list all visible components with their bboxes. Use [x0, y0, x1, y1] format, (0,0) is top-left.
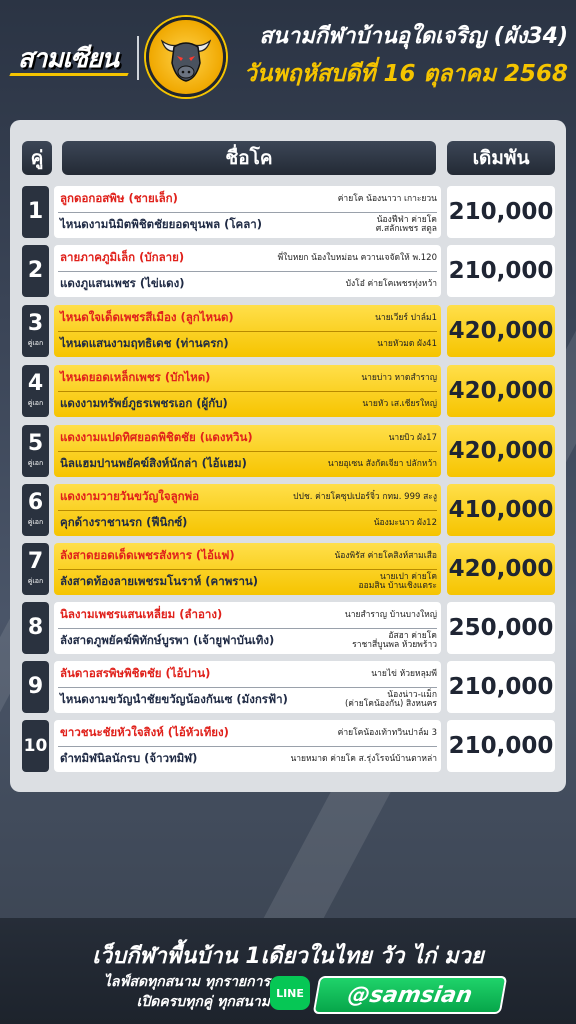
pair-number-box: [22, 602, 49, 654]
pair-number: 7: [27, 549, 44, 574]
match-row: [22, 543, 558, 595]
bull-name-a: ไหนดใจเด็ดเพชรสีเมือง (ลูกไหนด): [60, 310, 234, 324]
row-divider: [58, 451, 437, 452]
column-header-pair: คู่: [22, 141, 52, 175]
match-row: [22, 365, 558, 417]
match-row: [22, 661, 558, 713]
owner-b: นายอุเซน สังกัดเจียา ปลักหว้า: [327, 458, 437, 469]
owner-b: น้องน่าว-แม็ก (ค่ายโคน้องกัน) สิงหนคร: [344, 690, 437, 709]
row-divider: [58, 569, 437, 570]
bull-name-b: แดงงามทรัพย์ภูธรเพชรเอก (ผู้กับ): [60, 396, 228, 410]
owner-a: ค่ายโคน้องเท้าทวินปาล์ม 3: [337, 727, 437, 738]
bull-name-b: ไหนดงามนิมิตพิชิตชัยยอดขุนพล (โคลา): [60, 217, 263, 231]
pair-number: 2: [27, 258, 44, 283]
owner-a: นายสำราญ บ้านบางใหญ่: [344, 609, 437, 620]
owner-b: นายหัว เส.เชียรใหญ่: [362, 398, 437, 409]
owner-b: นายหมาด ค่ายโค ส.รุ่งโรจน์บ้านตาหล่า: [290, 753, 437, 764]
bull-name-b: ลังสาดภูพยัคฆ์พิทักษ์บูรพา (เจ้ายูฟาบันเทิง): [60, 633, 275, 647]
footer-tagline: เว็บกีฬาพื้นบ้าน 1เดียวในไทย วัว ไก่ มวย: [92, 944, 484, 969]
owner-a: นายบิว ผัง17: [388, 432, 437, 443]
owner-a: ปปช. ค่ายโคซุปเปอร์จิ๋ว กทม. 999 สะงู: [293, 491, 437, 502]
pair-number: 1: [27, 199, 44, 224]
prize-amount: 210,000: [447, 186, 555, 238]
match-row: [22, 305, 558, 357]
row-divider: [58, 212, 437, 213]
match-row: [22, 245, 558, 297]
pair-number-box: [22, 661, 49, 713]
brand-logo-underline: [9, 73, 128, 76]
column-header-prize: เดิมพัน: [447, 141, 555, 175]
bull-name-a: ขาวชนะชัยหัวใจสิงห์ (ไอ้หัวเทียง): [60, 725, 229, 739]
owner-a: นายไข่ ห้วยหลุมพี: [371, 668, 437, 679]
bull-name-b: ไหนดงามขวัญนำชัยขวัญน้องกันเซ (มังกรฟ้า): [60, 692, 288, 706]
line-id-button[interactable]: @samsian: [313, 976, 508, 1014]
featured-pair-tag: คู่เอก: [27, 339, 44, 347]
bull-names-box: [54, 365, 441, 417]
bull-name-b: ดำทมิฬนิลนักรบ (จ้าวทมิฬ): [60, 751, 198, 765]
pair-number: 6: [27, 490, 44, 515]
bull-names-box: [54, 425, 441, 477]
bull-mascot-icon: [146, 17, 226, 97]
pair-number: 8: [27, 615, 44, 640]
owner-b: นายหัวมด ผัง41: [377, 338, 437, 349]
live-text: [62, 972, 270, 1012]
bull-name-a: แดงงามแปดทิศยอดพิชิตชัย (แดงหวิน): [60, 430, 253, 444]
featured-pair-tag: คู่เอก: [27, 399, 44, 407]
match-row: [22, 602, 558, 654]
owner-b: น้องฟีฟ่า ค่ายโค ศ.สลักเพชร สตูล: [375, 215, 437, 234]
match-row: [22, 186, 558, 238]
featured-pair-tag: คู่เอก: [27, 459, 44, 467]
bull-name-b: คุกด้างราชานรก (ฟีนิกซ์): [60, 515, 188, 529]
pair-number-box: [22, 186, 49, 238]
row-divider: [58, 510, 437, 511]
owner-a: นายเวียร์ ปาล์ม1: [375, 312, 437, 323]
prize-amount: 420,000: [447, 425, 555, 477]
bull-names-box: [54, 543, 441, 595]
pair-number-box: [22, 425, 49, 477]
prize-amount: 420,000: [447, 365, 555, 417]
pair-number: 3: [27, 311, 44, 336]
prize-amount: 410,000: [447, 484, 555, 536]
bull-name-a: ไหนดยอดเหล็กเพชร (บักไหด): [60, 370, 211, 384]
prize-amount: 210,000: [447, 661, 555, 713]
owner-b: อัสฮา ค่ายโค ราชาสี่บูนพล ห้วยพร้าว: [352, 631, 437, 650]
owner-b: น้องมะนาว ผัง12: [373, 517, 437, 528]
featured-pair-tag: คู่เอก: [27, 518, 44, 526]
bull-names-box: [54, 484, 441, 536]
pair-number: 10: [23, 736, 48, 756]
stadium-title: สนามกีฬาบ้านอุใดเจริญ (ผัง34): [259, 24, 568, 49]
brand-logo: สามเซียน: [17, 43, 119, 74]
bull-name-b: ไหนดแสนงามฤทธิเดช (ท่านครก): [60, 336, 229, 350]
bull-name-b: ลังสาดท้องลายเพชรมโนราห์ (คาพราน): [60, 574, 259, 588]
owner-a: ค่ายโค น้องนาวา เกาะยวน: [337, 193, 437, 204]
bull-name-b: แดงภูแสนเพชร (ไข่แดง): [60, 276, 185, 290]
row-divider: [58, 687, 437, 688]
row-divider: [58, 391, 437, 392]
event-date: วันพฤหัสบดีที่ 16 ตุลาคม 2568: [243, 61, 568, 87]
live-text-line-1: ไลฟ์สดทุกสนาม ทุกรายการ: [103, 974, 270, 990]
owner-a: พี่ใบหยก น้องใบหม่อน ควานเจจัดให้ พ.120: [277, 252, 437, 263]
bull-names-box: [54, 661, 441, 713]
row-divider: [58, 628, 437, 629]
pair-number: 9: [27, 674, 44, 699]
pair-number-box: [22, 484, 49, 536]
row-divider: [58, 331, 437, 332]
owner-b: นายเปา ค่ายโค ออมสิน บ้านเชิงแตระ: [358, 572, 437, 591]
bull-name-a: นิลงามเพชรแสนเหลี่ยม (ลำอาง): [60, 607, 223, 621]
prize-amount: 210,000: [447, 720, 555, 772]
column-header-name: ชื่อโค: [62, 141, 436, 175]
row-divider: [58, 271, 437, 272]
bull-names-box: [54, 720, 441, 772]
prize-amount: 420,000: [447, 543, 555, 595]
bull-name-a: ลูกดอกอสพิษ (ชายเล็ก): [60, 191, 178, 205]
bull-name-a: ลันดาอสรพิษพิชิตชัย (ไอ้ปาน): [60, 666, 211, 680]
bull-name-b: นิลแฮมปานพยัคฆ์สิงห์นักล่า (ไอ้แฮม): [60, 456, 247, 470]
header: [0, 0, 576, 108]
prize-amount: 420,000: [447, 305, 555, 357]
bull-name-a: ลายภาคภูมิเล็ก (บักลาย): [60, 250, 185, 264]
owner-a: น้องพิรัส ค่ายโคสิงห์สามเสือ: [334, 550, 437, 561]
pair-number-box: [22, 365, 49, 417]
pair-number: 5: [27, 431, 44, 456]
match-row: [22, 425, 558, 477]
bull-names-box: [54, 305, 441, 357]
logo-divider: [137, 36, 139, 80]
live-text-line-2: เปิดครบทุกคู่ ทุกสนาม: [136, 994, 270, 1010]
owner-a: นายบ่าว หาดสำราญ: [361, 372, 437, 383]
bull-name-a: แดงงามวายวันขวัญใจลูกพ่อ: [60, 489, 200, 503]
owner-b: บังโอ๋ ค่ายโคเพชรทุ่งหว้า: [345, 278, 437, 289]
bull-names-box: [54, 245, 441, 297]
bull-names-box: [54, 602, 441, 654]
prize-amount: 250,000: [447, 602, 555, 654]
prize-amount: 210,000: [447, 245, 555, 297]
match-row: [22, 720, 558, 772]
line-app-icon[interactable]: LINE: [270, 976, 310, 1010]
match-row: [22, 484, 558, 536]
pair-number-box: [22, 720, 49, 772]
pair-number-box: [22, 245, 49, 297]
row-divider: [58, 746, 437, 747]
featured-pair-tag: คู่เอก: [27, 577, 44, 585]
pair-number: 4: [27, 371, 44, 396]
bull-names-box: [54, 186, 441, 238]
pair-number-box: [22, 543, 49, 595]
bull-name-a: ลังสาดยอดเด็ดเพชรสังหาร (ไอ้แฟ): [60, 548, 235, 562]
pair-number-box: [22, 305, 49, 357]
